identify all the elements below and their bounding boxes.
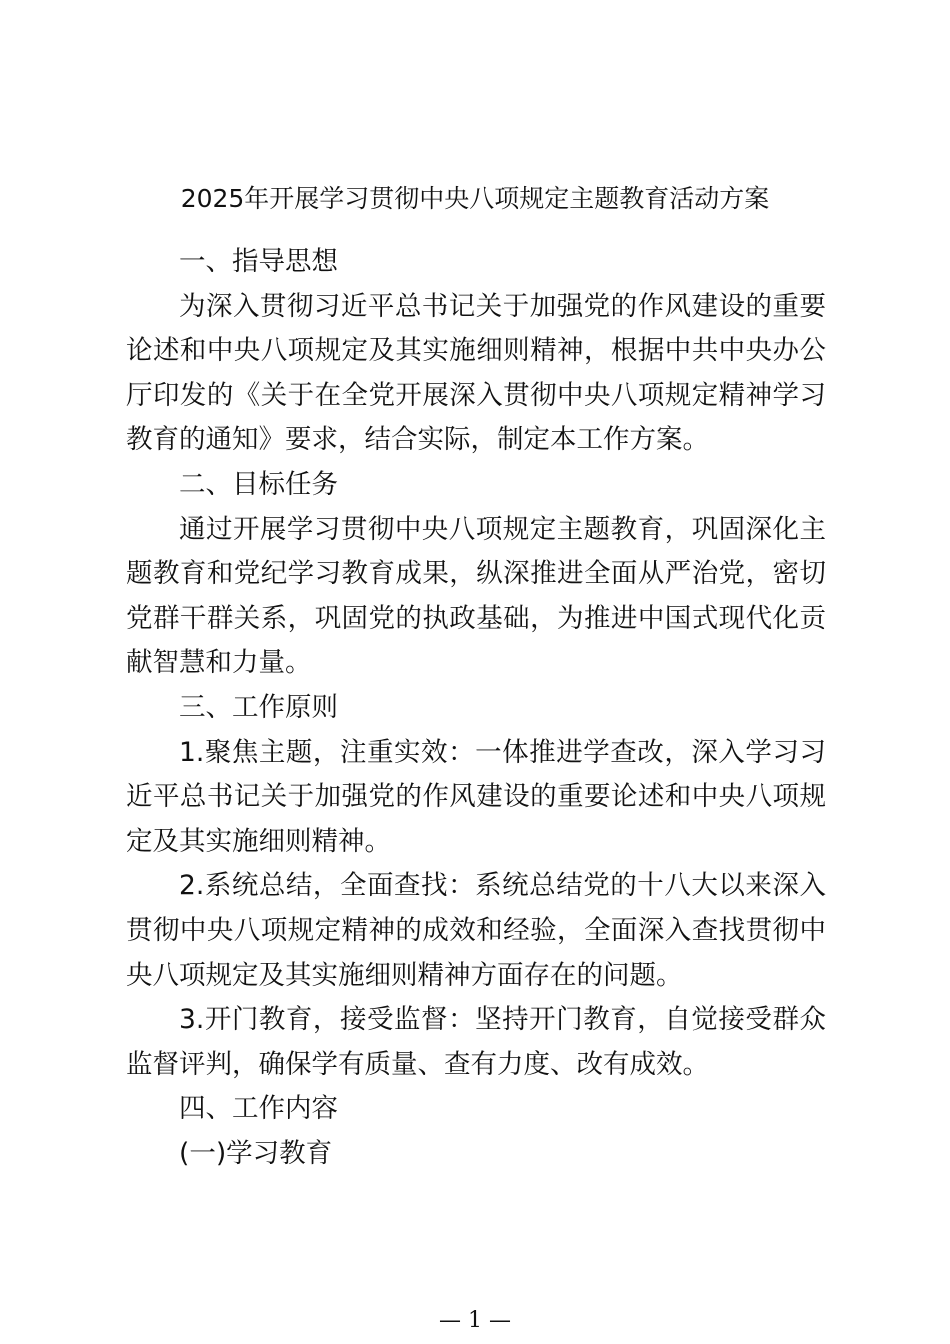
section-heading-work-principles: 三、工作原则 [179, 691, 338, 723]
subsection-heading-study-education: (一)学习教育 [179, 1137, 333, 1169]
paragraph-principle-1: 1.聚焦主题，注重实效：一体推进学查改，深入学习习近平总书记关于加强党的作风建设的重要论述和中央八项规定及其实施细则精神。 [126, 736, 826, 857]
section-heading-goals-tasks: 二、目标任务 [179, 468, 338, 500]
paragraph-principle-2: 2.系统总结，全面查找：系统总结党的十八大以来深入贯彻中央八项规定精神的成效和经验，全面深入查找贯彻中央八项规定及其实施细则精神方面存在的问题。 [126, 870, 826, 991]
page-number: — 1 — [439, 1308, 511, 1333]
section-heading-guiding-ideology: 一、指导思想 [179, 246, 338, 277]
paragraph-goals-tasks: 通过开展学习贯彻中央八项规定主题教育，巩固深化主题教育和党纪学习教育成果，纵深推进全面从严治党，密切党群干群关系，巩固党的执政基础，为推进中国式现代化贡献智慧和力量。 [126, 513, 826, 679]
paragraph-guiding-ideology: 为深入贯彻习近平总书记关于加强党的作风建设的重要论述和中央八项规定及其实施细则精神，根据中共中央办公厅印发的《关于在全党开展深入贯彻中央八项规定精神学习教育的通知》要求，结合实际，制定本工作方案。 [126, 290, 826, 456]
document-title: 2025年开展学习贯彻中央八项规定主题教育活动方案 [180, 184, 770, 213]
paragraph-principle-3: 3.开门教育，接受监督：坚持开门教育，自觉接受群众监督评判，确保学有质量、查有力度、改有成效。 [126, 1004, 826, 1080]
section-heading-work-content: 四、工作内容 [179, 1093, 338, 1125]
document-body [126, 240, 826, 1176]
